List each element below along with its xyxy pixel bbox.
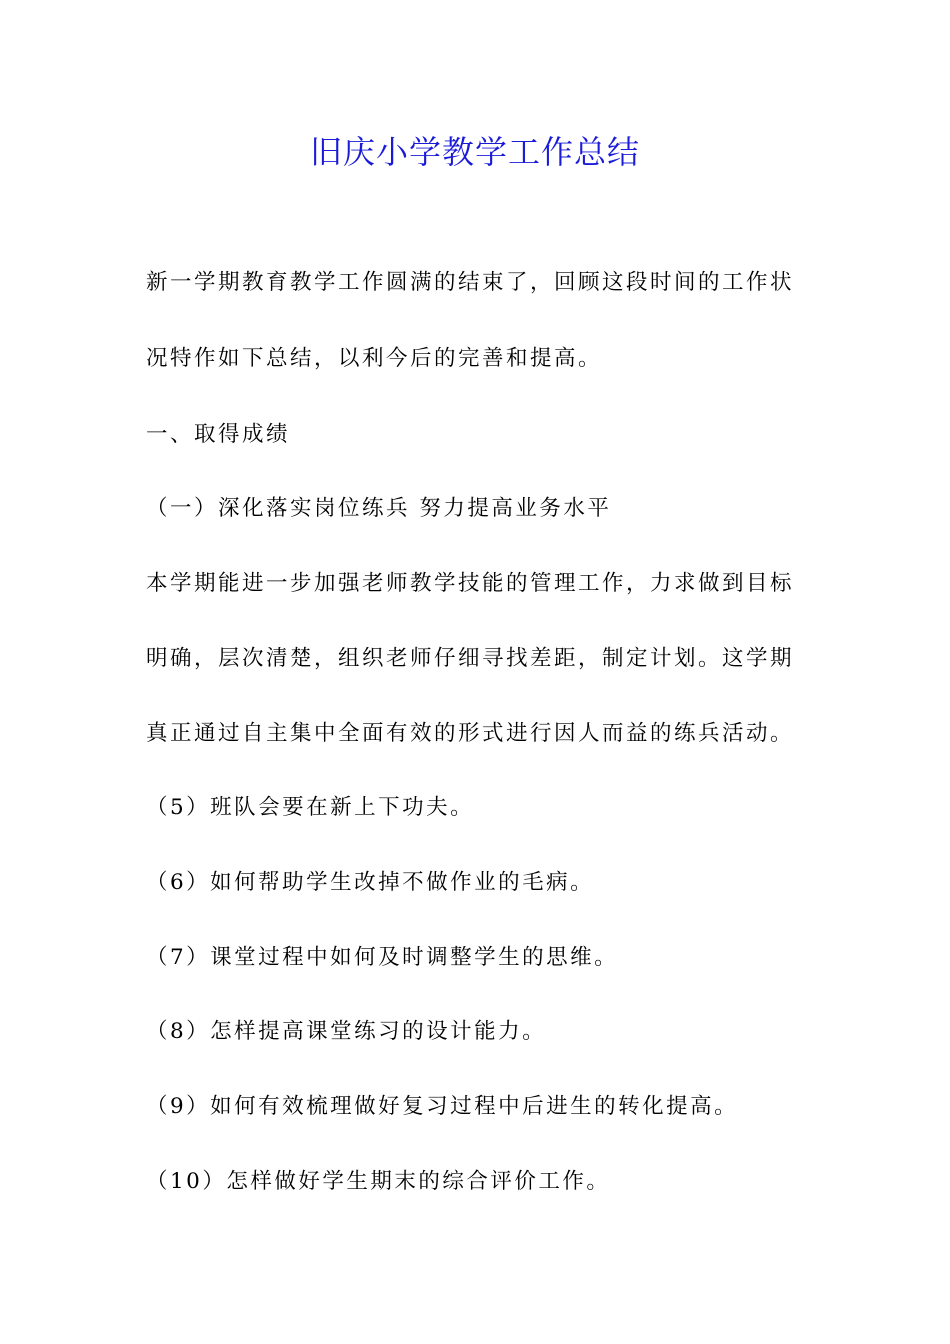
subsection-heading: （一）深化落实岗位练兵 努力提高业务水平 (146, 496, 612, 521)
paragraph-line: 况特作如下总结，以利今后的完善和提高。 (146, 346, 603, 371)
paragraph-line: 新一学期教育教学工作圆满的结束了，回顾这段时间的工作状 (146, 270, 795, 295)
section-heading: 一、取得成绩 (146, 422, 291, 447)
list-item: （6）如何帮助学生改掉不做作业的毛病。 (146, 870, 595, 895)
list-item: （9）如何有效梳理做好复习过程中后进生的转化提高。 (146, 1094, 739, 1119)
list-item: （10）怎样做好学生期末的综合评价工作。 (146, 1169, 611, 1194)
list-item: （8）怎样提高课堂练习的设计能力。 (146, 1019, 547, 1044)
paragraph-line: 明确，层次清楚，组织老师仔细寻找差距，制定计划。这学期 (146, 646, 795, 671)
list-item: （7）课堂过程中如何及时调整学生的思维。 (146, 945, 619, 970)
document-title: 旧庆小学教学工作总结 (309, 133, 640, 171)
paragraph-line: 本学期能进一步加强老师教学技能的管理工作，力求做到目标 (146, 571, 795, 596)
list-item: （5）班队会要在新上下功夫。 (146, 795, 475, 820)
paragraph-line: 真正通过自主集中全面有效的形式进行因人而益的练兵活动。 (146, 721, 795, 746)
